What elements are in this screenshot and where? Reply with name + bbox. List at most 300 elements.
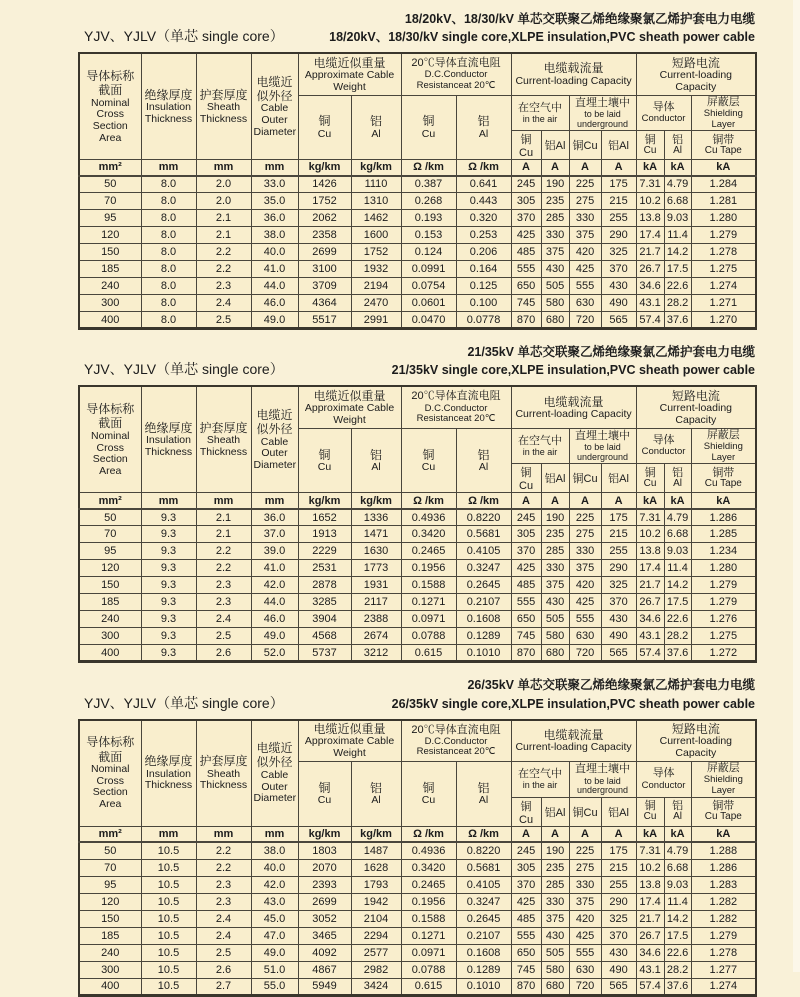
cell: 22.6 <box>664 944 691 961</box>
cell: 375 <box>541 910 569 927</box>
cell: 2991 <box>351 312 401 329</box>
group-header-dc-resistance <box>401 53 511 95</box>
unit-cell: A <box>511 493 541 509</box>
weight-al-cn: 铝 <box>370 114 383 129</box>
col-header-outer-diameter <box>251 720 298 826</box>
cell: 680 <box>541 978 569 995</box>
cell: 0.387 <box>401 176 456 193</box>
cell: 2699 <box>298 893 351 910</box>
unit-cell: kg/km <box>298 826 351 842</box>
cell: 37.6 <box>664 645 691 662</box>
cell: 17.4 <box>636 560 664 577</box>
cell: 485 <box>511 910 541 927</box>
cell: 555 <box>511 594 541 611</box>
cell: 425 <box>569 927 601 944</box>
cell: 2.0 <box>196 176 251 193</box>
cell: 7.31 <box>636 842 664 859</box>
cell: 46.0 <box>251 611 298 628</box>
cell: 10.2 <box>636 859 664 876</box>
cell: 7.31 <box>636 176 664 193</box>
cell: 1.283 <box>691 876 756 893</box>
cell: 3100 <box>298 261 351 278</box>
cell: 0.1956 <box>401 560 456 577</box>
cell: 17.5 <box>664 927 691 944</box>
subcol-resistance-al <box>456 95 511 159</box>
col-header-diameter-cn: 电缆近似外径 <box>256 74 293 104</box>
weight-cu-cn: 铜 <box>318 780 331 795</box>
cell: 17.4 <box>636 893 664 910</box>
cell: 580 <box>541 961 569 978</box>
resistance-cu-en: Cu <box>421 127 436 140</box>
cell: 37.6 <box>664 978 691 995</box>
cell: 7.31 <box>636 509 664 526</box>
group-ampacity-cn: 电缆载流量 <box>543 727 604 742</box>
cell: 11.4 <box>664 227 691 244</box>
group-header-short-circuit <box>636 386 756 428</box>
group-resistance-cn: 20℃导体直流电阻 <box>411 390 501 403</box>
group-header-current-capacity <box>511 386 636 428</box>
table-slot <box>78 719 755 997</box>
conductor-al-en: Al <box>673 144 683 156</box>
section-title-en: 26/35kV single core,XLPE insulation,PVC sheath power cable <box>391 696 755 711</box>
unit-cell: kA <box>691 826 756 842</box>
cell: 49.0 <box>251 628 298 645</box>
underground-en: to be laid underground <box>577 775 629 795</box>
cell: 44.0 <box>251 594 298 611</box>
cell: 0.0470 <box>401 312 456 329</box>
subcol-weight-cu <box>298 762 351 826</box>
cell: 44.0 <box>251 278 298 295</box>
cell: 0.320 <box>456 210 511 227</box>
resistance-al-en: Al <box>478 127 489 140</box>
cell: 8.0 <box>141 312 196 329</box>
cell: 17.5 <box>664 261 691 278</box>
cell: 42.0 <box>251 577 298 594</box>
cell: 0.615 <box>401 645 456 662</box>
cell: 1793 <box>351 876 401 893</box>
cell: 41.0 <box>251 560 298 577</box>
unit-cell: kA <box>664 826 691 842</box>
subgroup-underground <box>569 762 636 797</box>
unit-cell: mm <box>196 493 251 509</box>
cell: 2062 <box>298 210 351 227</box>
unit-cell: mm <box>196 160 251 176</box>
cell: 17.4 <box>636 227 664 244</box>
weight-al-en: Al <box>371 794 381 807</box>
section-title-en: 18/20kV、18/30/kV single core,XLPE insulation,PVC sheath power cable <box>329 30 755 45</box>
conductor-cu-cn: 铜 <box>644 800 656 813</box>
cell: 215 <box>601 859 636 876</box>
cell: 565 <box>601 645 636 662</box>
cell: 1.280 <box>691 210 756 227</box>
cell: 325 <box>601 577 636 594</box>
unit-cell: Ω /km <box>401 493 456 509</box>
unit-cell: kA <box>691 160 756 176</box>
subcol-underground-cu: 铜Cu <box>569 464 601 493</box>
subcol-weight-cu <box>298 428 351 492</box>
cell: 1.284 <box>691 176 756 193</box>
cell: 0.4936 <box>401 842 456 859</box>
cell: 10.5 <box>141 876 196 893</box>
cell: 8.0 <box>141 278 196 295</box>
cell: 505 <box>541 278 569 295</box>
cell: 120 <box>79 227 141 244</box>
subcol-shield-cu-tape <box>691 131 756 160</box>
cell: 43.1 <box>636 628 664 645</box>
series-label: YJV、YJLV（单芯 single core） <box>84 361 284 378</box>
unit-cell: Ω /km <box>401 826 456 842</box>
cell: 555 <box>569 611 601 628</box>
cell: 2.3 <box>196 594 251 611</box>
section-title-block <box>78 343 755 379</box>
col-header-nominal-area <box>79 720 141 826</box>
cell: 370 <box>511 876 541 893</box>
cell: 175 <box>601 842 636 859</box>
cell: 2674 <box>351 628 401 645</box>
unit-cell: mm² <box>79 160 141 176</box>
cell: 0.1608 <box>456 944 511 961</box>
cell: 28.2 <box>664 961 691 978</box>
cell: 4568 <box>298 628 351 645</box>
col-header-insulation-thickness <box>141 720 196 826</box>
group-short-circuit-en: Current-loading Capacity <box>659 735 732 760</box>
cell: 215 <box>601 193 636 210</box>
cell: 8.0 <box>141 193 196 210</box>
section-title-cn: 21/35kV 单芯交联聚乙烯绝缘聚氯乙烯护套电力电缆 <box>467 345 755 360</box>
cell: 2.3 <box>196 876 251 893</box>
cell: 0.193 <box>401 210 456 227</box>
cell: 425 <box>569 594 601 611</box>
cell: 1.274 <box>691 978 756 995</box>
cell: 3424 <box>351 978 401 995</box>
unit-cell: kA <box>691 493 756 509</box>
cell: 505 <box>541 611 569 628</box>
cell: 1.278 <box>691 944 756 961</box>
cell: 49.0 <box>251 312 298 329</box>
cell: 10.5 <box>141 910 196 927</box>
cell: 0.153 <box>401 227 456 244</box>
cell: 490 <box>601 961 636 978</box>
cell: 2.2 <box>196 261 251 278</box>
unit-cell: mm <box>251 493 298 509</box>
cell: 13.8 <box>636 543 664 560</box>
unit-cell: mm <box>141 160 196 176</box>
cell: 1.275 <box>691 628 756 645</box>
cell: 4.79 <box>664 176 691 193</box>
unit-cell: kA <box>664 493 691 509</box>
cell: 36.0 <box>251 210 298 227</box>
section-titles <box>392 676 755 712</box>
subcol-underground-al: 铝Al <box>601 464 636 493</box>
cell: 6.68 <box>664 859 691 876</box>
cell: 0.124 <box>401 244 456 261</box>
cell: 1.286 <box>691 859 756 876</box>
cell: 26.7 <box>636 261 664 278</box>
col-header-insulation-en: Insulation Thickness <box>144 767 193 792</box>
cell: 1628 <box>351 859 401 876</box>
cell: 330 <box>541 560 569 577</box>
cell: 2.4 <box>196 910 251 927</box>
cell: 3904 <box>298 611 351 628</box>
cell: 190 <box>541 842 569 859</box>
cell: 225 <box>569 176 601 193</box>
cell: 0.3247 <box>456 893 511 910</box>
cell: 0.5681 <box>456 859 511 876</box>
subcol-air-al: 铝Al <box>541 797 569 826</box>
cell: 2.1 <box>196 526 251 543</box>
cell: 28.2 <box>664 628 691 645</box>
col-header-insulation-cn: 绝缘厚度 <box>144 754 193 769</box>
cell: 0.3247 <box>456 560 511 577</box>
cell: 57.4 <box>636 978 664 995</box>
table-row <box>79 509 756 526</box>
table-row <box>79 961 756 978</box>
cell: 430 <box>541 927 569 944</box>
cell: 0.1588 <box>401 910 456 927</box>
cell: 235 <box>541 859 569 876</box>
cell: 1752 <box>351 244 401 261</box>
cell: 1.277 <box>691 961 756 978</box>
weight-cu-en: Cu <box>317 794 332 807</box>
cell: 2104 <box>351 910 401 927</box>
shielding-cn: 屏蔽层 <box>706 762 740 775</box>
cell: 57.4 <box>636 645 664 662</box>
col-header-insulation-cn: 绝缘厚度 <box>144 420 193 435</box>
cell: 430 <box>541 261 569 278</box>
cell: 0.8220 <box>456 842 511 859</box>
cell: 0.2107 <box>456 927 511 944</box>
cell: 1462 <box>351 210 401 227</box>
cell: 1942 <box>351 893 401 910</box>
shielding-cn: 屏蔽层 <box>706 95 740 108</box>
subcol-resistance-cu <box>401 428 456 492</box>
subgroup-conductor <box>636 428 691 463</box>
unit-cell: A <box>601 160 636 176</box>
cell: 325 <box>601 244 636 261</box>
cell: 0.1271 <box>401 927 456 944</box>
cell: 285 <box>541 543 569 560</box>
cell: 2531 <box>298 560 351 577</box>
cell: 10.5 <box>141 927 196 944</box>
subcol-weight-cu <box>298 95 351 159</box>
unit-cell: mm <box>141 493 196 509</box>
table-row <box>79 842 756 859</box>
cell: 420 <box>569 577 601 594</box>
table-row <box>79 927 756 944</box>
cell: 50 <box>79 509 141 526</box>
cu-tape-en: Cu Tape <box>704 478 742 490</box>
cell: 38.0 <box>251 842 298 859</box>
cell: 2.5 <box>196 312 251 329</box>
cell: 870 <box>511 978 541 995</box>
table-row <box>79 560 756 577</box>
col-header-outer-diameter <box>251 386 298 492</box>
cell: 2.0 <box>196 193 251 210</box>
shielding-en: Shielding Layer <box>703 441 743 463</box>
table-row <box>79 210 756 227</box>
cell: 275 <box>569 859 601 876</box>
cell: 2358 <box>298 227 351 244</box>
cell: 9.3 <box>141 509 196 526</box>
cell: 14.2 <box>664 577 691 594</box>
cell: 10.5 <box>141 842 196 859</box>
group-resistance-en: D.C.Conductor Resistanceat 20℃ <box>416 735 496 758</box>
cell: 255 <box>601 876 636 893</box>
cell: 1.279 <box>691 927 756 944</box>
conductor-cu-cn: 铜 <box>644 467 656 480</box>
unit-cell: Ω /km <box>401 160 456 176</box>
cell: 225 <box>569 509 601 526</box>
cell: 305 <box>511 526 541 543</box>
cell: 245 <box>511 509 541 526</box>
cell: 2470 <box>351 295 401 312</box>
group-weight-en: Approximate Cable Weight <box>304 402 395 426</box>
cell: 2.6 <box>196 961 251 978</box>
group-weight-en: Approximate Cable Weight <box>304 68 395 93</box>
table-body <box>79 842 756 995</box>
cell: 5517 <box>298 312 351 329</box>
subcol-resistance-al <box>456 428 511 492</box>
cell: 9.3 <box>141 628 196 645</box>
weight-cu-en: Cu <box>317 127 332 140</box>
cell: 0.0971 <box>401 611 456 628</box>
cell: 3465 <box>298 927 351 944</box>
cell: 0.100 <box>456 295 511 312</box>
cell: 0.1271 <box>401 594 456 611</box>
cell: 34.6 <box>636 944 664 961</box>
cell: 6.68 <box>664 193 691 210</box>
cell: 34.6 <box>636 278 664 295</box>
subcol-conductor-cu <box>636 797 664 826</box>
conductor-en: Conductor <box>641 779 686 791</box>
cell: 0.1010 <box>456 978 511 995</box>
cell: 41.0 <box>251 261 298 278</box>
cell: 13.8 <box>636 876 664 893</box>
table-slot <box>78 52 755 330</box>
cell: 1913 <box>298 526 351 543</box>
unit-cell: A <box>569 826 601 842</box>
cell: 3285 <box>298 594 351 611</box>
cell: 1.271 <box>691 295 756 312</box>
cell: 0.2645 <box>456 910 511 927</box>
cell: 430 <box>601 611 636 628</box>
cell: 630 <box>569 628 601 645</box>
cell: 6.68 <box>664 526 691 543</box>
col-header-nominal-area <box>79 53 141 159</box>
cell: 10.5 <box>141 978 196 995</box>
col-header-sheath-thickness <box>196 386 251 492</box>
cell: 0.5681 <box>456 526 511 543</box>
cell: 46.0 <box>251 295 298 312</box>
cell: 13.8 <box>636 210 664 227</box>
cell: 300 <box>79 628 141 645</box>
cell: 2.2 <box>196 842 251 859</box>
cell: 375 <box>569 893 601 910</box>
conductor-en: Conductor <box>641 113 686 125</box>
cell: 10.2 <box>636 193 664 210</box>
table-body <box>79 176 756 329</box>
cell: 14.2 <box>664 910 691 927</box>
unit-cell: kg/km <box>298 160 351 176</box>
cell: 8.0 <box>141 176 196 193</box>
cell: 11.4 <box>664 893 691 910</box>
cell: 2577 <box>351 944 401 961</box>
cell: 290 <box>601 893 636 910</box>
cell: 375 <box>569 560 601 577</box>
cell: 9.3 <box>141 645 196 662</box>
group-short-circuit-cn: 短路电流 <box>671 388 720 403</box>
cell: 95 <box>79 210 141 227</box>
subcol-resistance-cu <box>401 95 456 159</box>
col-header-insulation-thickness <box>141 53 196 159</box>
table-row <box>79 577 756 594</box>
table-row <box>79 645 756 662</box>
table-row <box>79 944 756 961</box>
cell: 70 <box>79 193 141 210</box>
cell: 150 <box>79 244 141 261</box>
cell: 490 <box>601 295 636 312</box>
col-header-insulation-cn: 绝缘厚度 <box>144 87 193 102</box>
cell: 2229 <box>298 543 351 560</box>
cell: 0.0788 <box>401 961 456 978</box>
col-header-sheath-en: Sheath Thickness <box>199 767 248 792</box>
col-header-nominal-area-cn: 导体标称截面 <box>86 68 135 98</box>
cell: 11.4 <box>664 560 691 577</box>
subcol-underground-al: 铝Al <box>601 797 636 826</box>
cell: 555 <box>569 944 601 961</box>
cell: 185 <box>79 927 141 944</box>
section-titles <box>329 10 755 46</box>
cell: 26.7 <box>636 594 664 611</box>
unit-cell: kA <box>636 826 664 842</box>
cell: 555 <box>569 278 601 295</box>
cell: 1.281 <box>691 193 756 210</box>
unit-cell: kg/km <box>351 160 401 176</box>
cell: 43.0 <box>251 893 298 910</box>
cell: 235 <box>541 526 569 543</box>
cell: 1931 <box>351 577 401 594</box>
cell: 2.5 <box>196 628 251 645</box>
cell: 565 <box>601 978 636 995</box>
group-ampacity-en: Current-loading Capacity <box>515 408 632 420</box>
resistance-cu-en: Cu <box>421 460 436 473</box>
cell: 300 <box>79 961 141 978</box>
cell: 1426 <box>298 176 351 193</box>
table-row <box>79 176 756 193</box>
cell: 5949 <box>298 978 351 995</box>
cell: 51.0 <box>251 961 298 978</box>
cell: 4364 <box>298 295 351 312</box>
col-header-nominal-area-cn: 导体标称截面 <box>86 735 135 764</box>
subcol-conductor-al <box>664 131 691 160</box>
unit-cell: kA <box>664 160 691 176</box>
cell: 9.03 <box>664 210 691 227</box>
underground-en: to be laid underground <box>577 442 629 462</box>
cell: 4.79 <box>664 842 691 859</box>
unit-cell: A <box>511 160 541 176</box>
cell: 4867 <box>298 961 351 978</box>
resistance-al-en: Al <box>478 794 489 807</box>
cell: 2.4 <box>196 611 251 628</box>
subcol-resistance-al <box>456 762 511 826</box>
cell: 0.0788 <box>401 628 456 645</box>
cell: 3212 <box>351 645 401 662</box>
resistance-cu-en: Cu <box>421 794 436 807</box>
unit-cell: mm <box>141 826 196 842</box>
table-row <box>79 193 756 210</box>
in-air-en: in the air <box>522 447 558 458</box>
cell: 2388 <box>351 611 401 628</box>
